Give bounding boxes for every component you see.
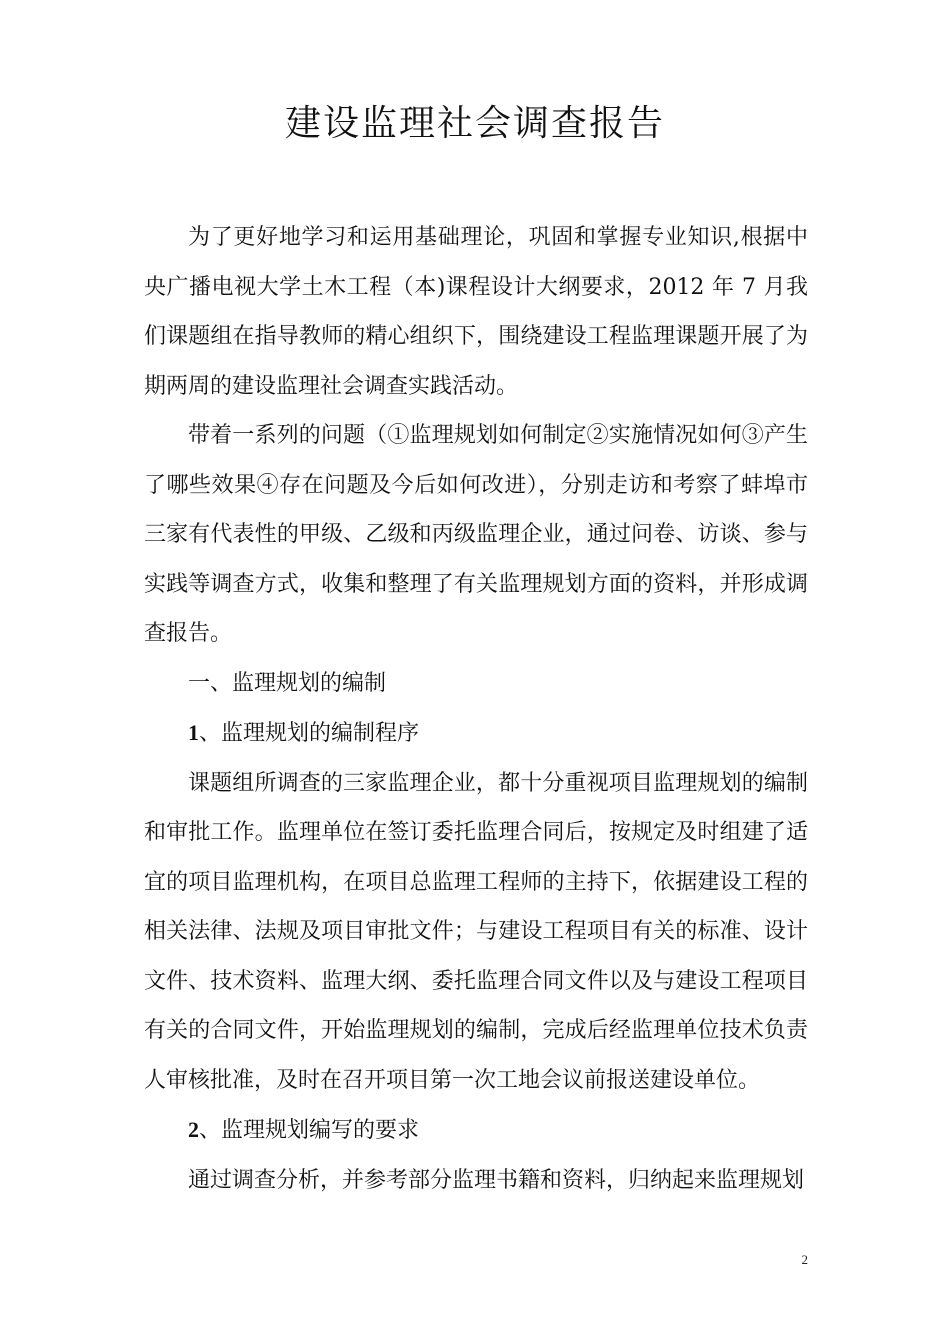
subsection-heading-text: 、监理规划的编制程序 (199, 721, 420, 746)
document-title: 建设监理社会调查报告 (284, 103, 665, 144)
document-body (144, 213, 808, 1205)
subsection-heading-1 (144, 708, 808, 759)
subsection-number: 2 (188, 1117, 199, 1142)
subsection-number: 1 (188, 720, 199, 745)
subsection-heading-text: 、监理规划编写的要求 (199, 1118, 420, 1143)
section-heading: 一、监理规划的编制 (188, 670, 387, 696)
questions-paragraph: 带着一系列的问题（①监理规划如何制定②实施情况如何③产生了哪些效果④存在问题及今后如何改进），分别走访和考察了蚌埠市三家有代表性的甲级、乙级和丙级监理企业，通过问卷、访谈、参与实践等调查方式，收集和整理了有关监理规划方面的资料，并形成调查报告。 (144, 423, 808, 646)
subsection-heading-2 (144, 1105, 808, 1156)
procedure-paragraph: 课题组所调查的三家监理企业，都十分重视项目监理规划的编制和审批工作。监理单位在签订委托监理合同后，按规定及时组建了适宜的项目监理机构，在项目总监理工程师的主持下，依据建设工程的相关法律、法规及项目审批文件；与建设工程项目有关的标准、设计文件、技术资料、监理大纲、委托监理合同文件以及与建设工程项目有关的合同文件，开始监理规划的编制，完成后经监理单位技术负责人审核批准，及时在召开项目第一次工地会议前报送建设单位。 (144, 770, 808, 1093)
page-number: 2 (801, 1252, 808, 1267)
intro-paragraph: 为了更好地学习和运用基础理论，巩固和掌握专业知识,根据中央广播电视大学土木工程（本)课程设计大纲要求，2012 年 7 月我们课题组在指导教师的精心组织下，围绕建设工程监理课题开展了为期两周的建设监理社会调查实践活动。 (144, 225, 808, 399)
requirements-paragraph: 通过调查分析，并参考部分监理书籍和资料，归纳起来监理规划 (188, 1167, 805, 1193)
